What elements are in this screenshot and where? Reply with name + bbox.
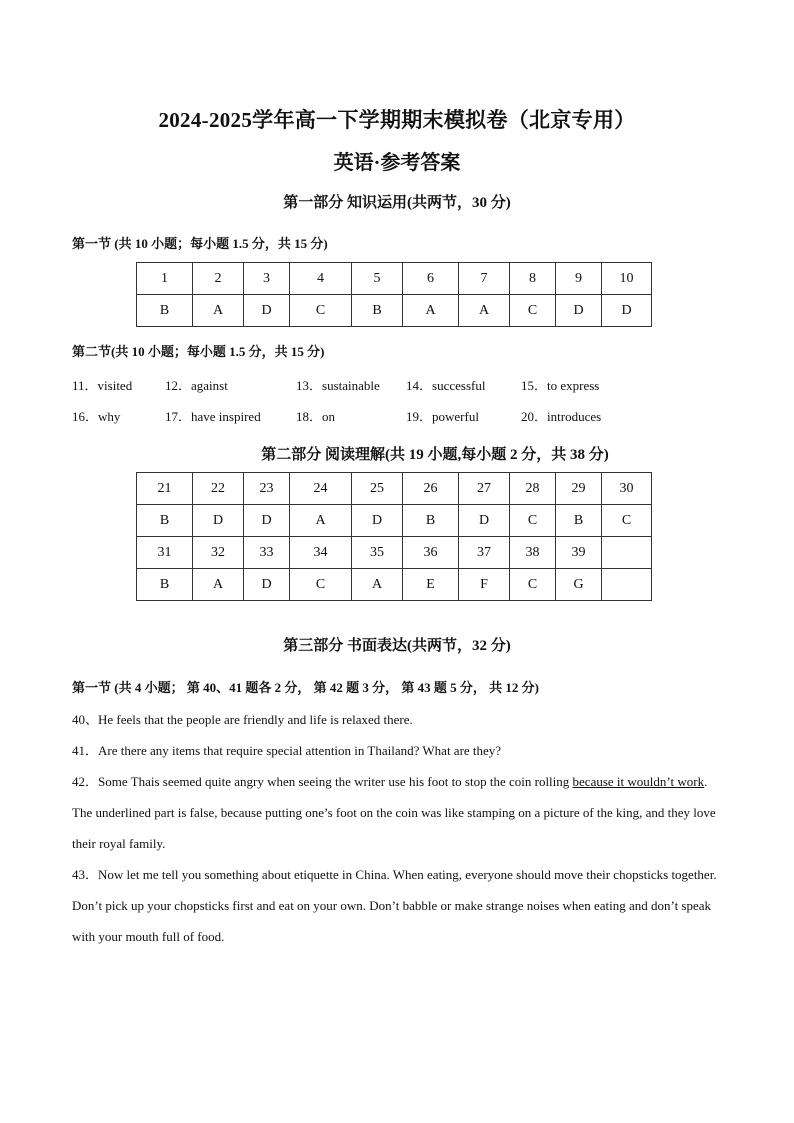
- table-cell: A: [352, 569, 403, 601]
- question-number: 1: [137, 263, 193, 295]
- table-cell: G: [556, 569, 602, 601]
- page-subtitle: 英语·参考答案: [333, 152, 461, 174]
- table-cell: D: [244, 505, 290, 537]
- table-row: [137, 295, 652, 327]
- table-cell: 37: [459, 537, 510, 569]
- fill-in-text: visited: [97, 378, 133, 393]
- fill-in-text: powerful: [432, 409, 479, 424]
- fill-in-text: to express: [547, 378, 600, 393]
- table-cell: F: [459, 569, 510, 601]
- fill-in-text: introduces: [547, 409, 602, 424]
- table-cell: 24: [290, 473, 352, 505]
- answer-cell: A: [459, 295, 510, 327]
- answer-cell: A: [193, 295, 244, 327]
- fill-in-number: 17．: [165, 409, 192, 424]
- table-cell: 36: [403, 537, 459, 569]
- fill-in-answer: [72, 375, 132, 394]
- answer-cell: C: [290, 295, 352, 327]
- fill-in-number: 11．: [72, 378, 98, 393]
- fill-in-number: 13．: [296, 378, 323, 393]
- question-number: 2: [193, 263, 244, 295]
- table-cell: A: [193, 569, 244, 601]
- fill-in-number: 20．: [521, 409, 548, 424]
- question-number: 10: [602, 263, 652, 295]
- table-cell: B: [556, 505, 602, 537]
- table-cell: D: [244, 569, 290, 601]
- table-cell: 22: [193, 473, 244, 505]
- fill-in-text: why: [98, 409, 121, 424]
- table-cell: 21: [137, 473, 193, 505]
- answer-41: 41．Are there any items that require special attention in Thailand? What are they?: [72, 743, 502, 758]
- fill-in-text: against: [191, 378, 228, 393]
- fill-in-number: 19．: [406, 409, 433, 424]
- fill-in-answer: [521, 406, 601, 425]
- fill-in-number: 12．: [165, 378, 192, 393]
- table-cell: 26: [403, 473, 459, 505]
- fill-in-answer: [165, 375, 228, 394]
- answer-42: [72, 766, 724, 797]
- table-cell: D: [352, 505, 403, 537]
- table-cell: [602, 569, 652, 601]
- fill-in-text: on: [322, 409, 336, 424]
- answer-cell: D: [602, 295, 652, 327]
- answer-cell: B: [137, 295, 193, 327]
- table-cell: E: [403, 569, 459, 601]
- table-row: [137, 569, 652, 601]
- part2-answer-table: [136, 472, 652, 601]
- table-row: [137, 537, 652, 569]
- answer-cell: D: [244, 295, 290, 327]
- table-cell: C: [602, 505, 652, 537]
- part2-heading: 第二部分 阅读理解(共 19 小题,每小题 2 分，共 38 分): [261, 447, 609, 463]
- table-cell: 23: [244, 473, 290, 505]
- answer-cell: D: [556, 295, 602, 327]
- table-cell: 31: [137, 537, 193, 569]
- part3-section1-heading: 第一节 (共 4 小题； 第 40、41 题各 2 分， 第 42 题 3 分， 第 43 题 5 分， 共 12 分): [72, 680, 539, 695]
- answer-42-text: 42．Some Thais seemed quite angry when seeing the writer use his foot to stop the coin rolling: [72, 774, 573, 789]
- table-cell: C: [290, 569, 352, 601]
- table-cell: A: [290, 505, 352, 537]
- table-row: [137, 505, 652, 537]
- question-number: 4: [290, 263, 352, 295]
- answer-42-underlined: because it wouldn’t work: [572, 774, 705, 789]
- table-cell: 27: [459, 473, 510, 505]
- question-number: 6: [403, 263, 459, 295]
- table-row: [137, 473, 652, 505]
- answer-40: 40、He feels that the people are friendly and life is relaxed there.: [72, 712, 413, 727]
- table-cell: 32: [193, 537, 244, 569]
- part1-heading: 第一部分 知识运用(共两节，30 分): [283, 195, 511, 211]
- fill-in-answer: [521, 375, 599, 394]
- table-cell: 29: [556, 473, 602, 505]
- fill-in-answer: [296, 375, 380, 394]
- question-number: 9: [556, 263, 602, 295]
- question-number: 5: [352, 263, 403, 295]
- table-cell: B: [403, 505, 459, 537]
- part1-answer-table: [136, 262, 652, 327]
- table-cell: B: [137, 569, 193, 601]
- fill-in-answer: [72, 406, 120, 425]
- fill-in-text: sustainable: [322, 378, 380, 393]
- table-cell: 25: [352, 473, 403, 505]
- table-cell: 33: [244, 537, 290, 569]
- table-cell: 28: [510, 473, 556, 505]
- part3-heading: 第三部分 书面表达(共两节，32 分): [283, 638, 511, 654]
- table-cell: B: [137, 505, 193, 537]
- fill-in-number: 18．: [296, 409, 323, 424]
- table-cell: C: [510, 505, 556, 537]
- fill-in-answer: [406, 375, 485, 394]
- part1-section1-heading: 第一节 (共 10 小题；每小题 1.5 分，共 15 分): [72, 236, 328, 251]
- table-cell: C: [510, 569, 556, 601]
- question-number: 8: [510, 263, 556, 295]
- answer-42-end: .: [704, 774, 708, 789]
- fill-in-number: 16．: [72, 409, 99, 424]
- table-cell: D: [193, 505, 244, 537]
- table-cell: 30: [602, 473, 652, 505]
- fill-in-answer: [165, 406, 261, 425]
- table-cell: 34: [290, 537, 352, 569]
- fill-in-number: 14．: [406, 378, 433, 393]
- fill-in-text: successful: [432, 378, 486, 393]
- answer-cell: B: [352, 295, 403, 327]
- table-cell: 38: [510, 537, 556, 569]
- answer-cell: A: [403, 295, 459, 327]
- question-number: 7: [459, 263, 510, 295]
- fill-in-text: have inspired: [191, 409, 261, 424]
- page-title: 2024-2025学年高一下学期期末模拟卷（北京专用）: [158, 108, 636, 132]
- answer-cell: C: [510, 295, 556, 327]
- fill-in-number: 15．: [521, 378, 548, 393]
- table-row: [137, 263, 652, 295]
- part1-section2-heading: 第二节(共 10 小题；每小题 1.5 分，共 15 分): [72, 344, 325, 359]
- written-answers: [72, 704, 724, 952]
- fill-in-answer: [296, 406, 335, 425]
- answer-43: 43．Now let me tell you something about etiquette in China. When eating, everyone should move their chopsticks together. Don’t pick up your chopsticks first and eat on your own. Don’t babble or make strange noises when eating and don’t speak with your mouth full of food.: [72, 867, 717, 944]
- answer-42-explanation: The underlined part is false, because putting one’s foot on the coin was like stamping on a picture of the king, and they love their royal family.: [72, 805, 716, 851]
- table-cell: D: [459, 505, 510, 537]
- table-cell: [602, 537, 652, 569]
- table-cell: 35: [352, 537, 403, 569]
- table-cell: 39: [556, 537, 602, 569]
- fill-in-answer: [406, 406, 479, 425]
- question-number: 3: [244, 263, 290, 295]
